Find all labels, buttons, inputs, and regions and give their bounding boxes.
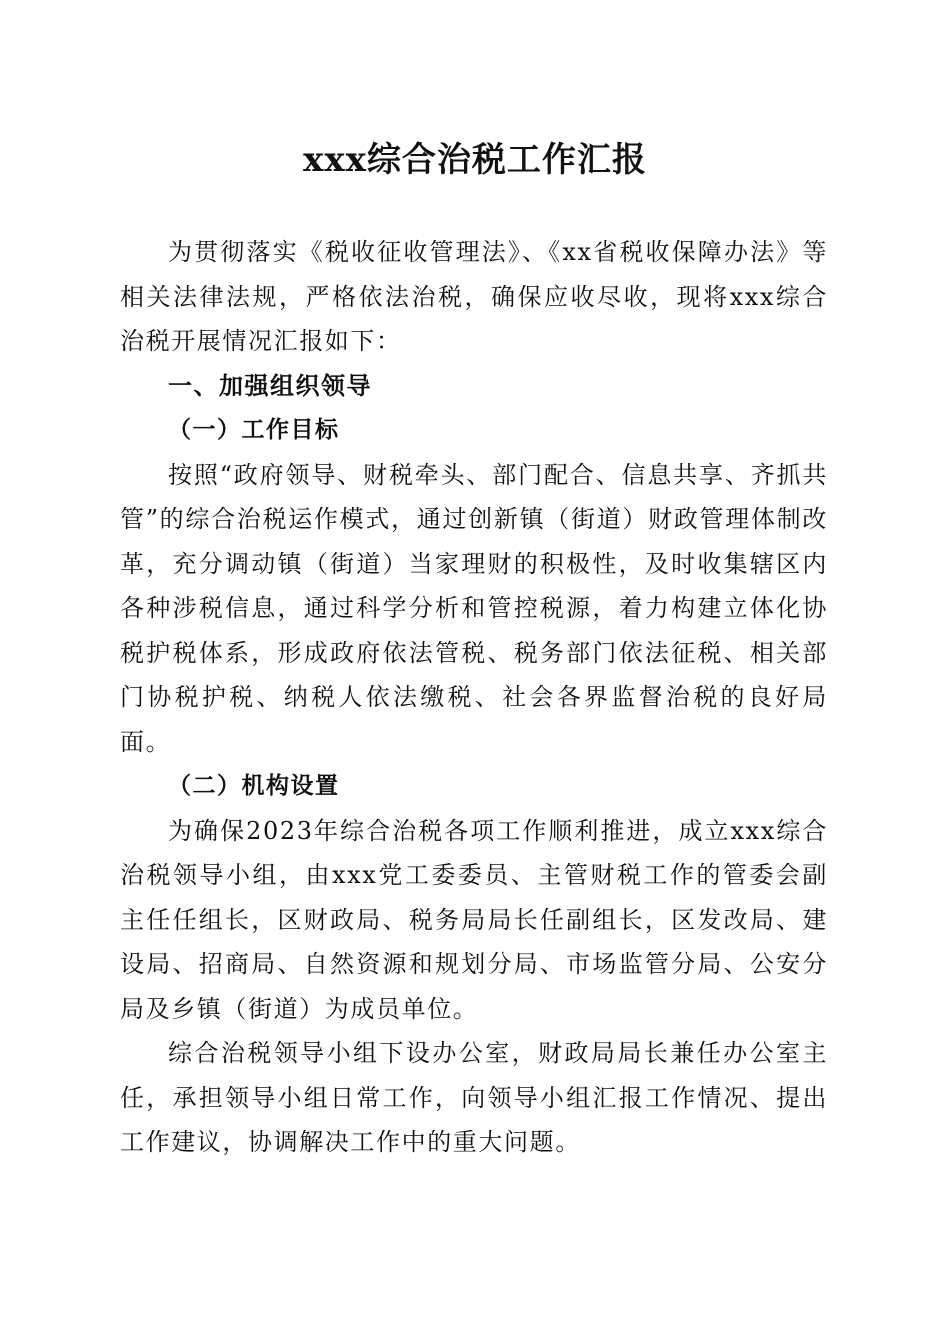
- organization-paragraph-1: 为确保2023年综合治税各项工作顺利推进，成立xxx综合治税领导小组，由xxx党工委委员、主管财税工作的管委会副主任任组长，区财政局、税务局局长任副组长，区发改局、建设局、招商局、自然资源和规划分局、市场监管分局、公安分局及乡镇（街道）为成员单位。: [120, 816, 828, 1023]
- organization-paragraph-2: 综合治税领导小组下设办公室，财政局局长兼任办公室主任，承担领导小组日常工作，向领导小组汇报工作情况、提出工作建议，协调解决工作中的重大问题。: [120, 1039, 828, 1156]
- work-goal-paragraph: 按照“政府领导、财税牵头、部门配合、信息共享、齐抓共管”的综合治税运作模式，通过创新镇（街道）财政管理体制改革，充分调动镇（街道）当家理财的积极性，及时收集辖区内各种涉税信息，通过科学分析和管控税源，着力构建立体化协税护税体系，形成政府依法管税、税务部门依法征税、相关部门协税护税、纳税人依法缴税、社会各界监督治税的良好局面。: [120, 460, 828, 756]
- intro-paragraph: 为贯彻落实《税收征收管理法》、《xx省税收保障办法》等相关法律法规，严格依法治税，确保应收尽收，现将xxx综合治税开展情况汇报如下：: [120, 238, 828, 355]
- section-heading-1: 一、加强组织领导: [168, 371, 372, 400]
- document-title: xxx综合治税工作汇报: [303, 140, 647, 180]
- document-body: [120, 230, 828, 1165]
- subsection-heading-1: （一）工作目标: [168, 416, 340, 443]
- subsection-heading-2: （二）机构设置: [168, 772, 340, 799]
